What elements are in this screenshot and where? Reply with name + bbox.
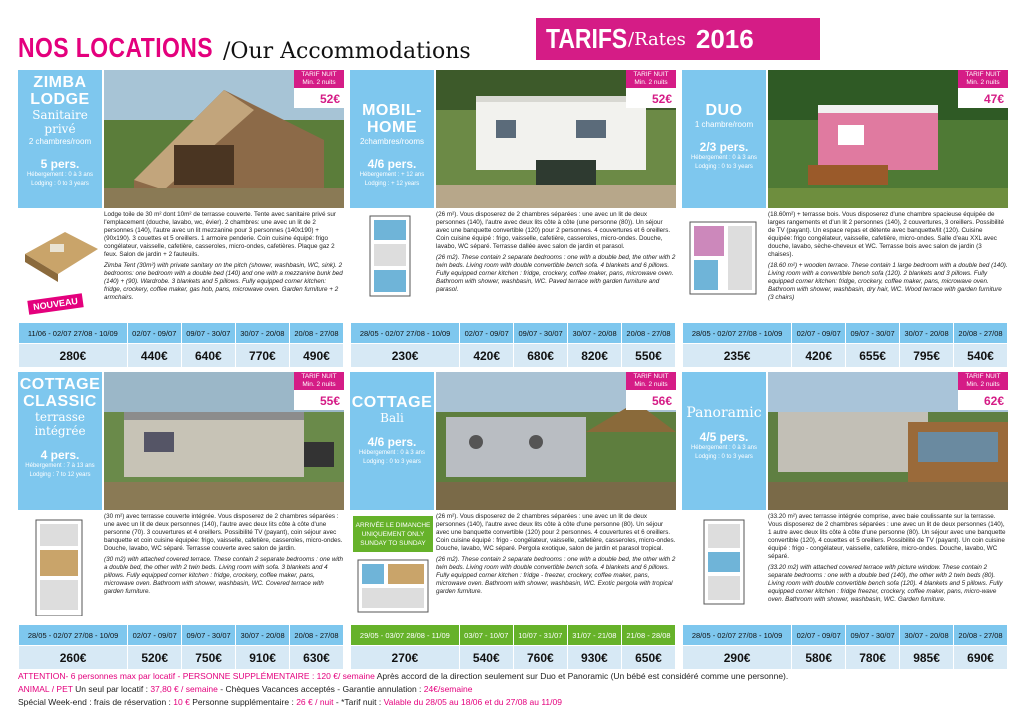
period: 20/08 - 27/08: [289, 323, 343, 344]
footer-fee: 10 €: [173, 697, 190, 707]
price: 440€: [127, 344, 181, 368]
price: 550€: [622, 344, 676, 368]
header: [18, 18, 471, 64]
card-pers: 4 pers.: [40, 448, 80, 462]
description-fr: (30 m²) avec terrasse couverte intégrée. Vous disposerez de 2 chambres séparées : une avec un lit de deux personnes (140), l'autre avec deux lits côte à côte d'une personne (70). 3 couvertures et 4 oreillers. Possibilité TV (payant), coin séjour avec banquette et coin cuisine équipée: frigo, vaisselle, cafetière, casseroles, micro-ondes. Douche, lavabo, WC séparé. Terrasse couverte avec salon de jardin.: [104, 513, 343, 552]
card-rooms: 1 chambre/room: [694, 120, 754, 129]
price-table: [350, 322, 676, 368]
card-heb: Hébergement : 0 à 3 ans: [26, 172, 94, 178]
card-pers: 4/6 pers.: [367, 435, 417, 449]
period: 02/07 - 09/07: [792, 323, 846, 344]
price: 680€: [514, 344, 568, 368]
description-fr: (33.20 m²) avec terrasse intégrée comprise, avec baie coulissante sur la terrasse. Vous disposerez de 2 chambres séparées : une avec un lit de deux personnes (140), 1 autre avec deux lits côte à côte d'une personne (80). Un séjour avec une banquette convertible (120), 4 couettes et 5 oreillers. Possibilité de TV (payant). Un coin cuisine équipé : frigo - congélateur, vaisselle, cafetière, micro-ondes. Douche, lavabo, WC séparé.: [768, 513, 1006, 560]
tarif-box: TARIF NUIT Min. 2 nuits 47€: [958, 70, 1008, 108]
footer-cheques: - Chèques Vacances acceptés - Garantie annulation :: [220, 684, 422, 694]
night-price: 47€: [983, 92, 1004, 106]
tarif-box: TARIF NUIT Min. 2 nuits 52€: [294, 70, 344, 108]
floor-plan: [20, 516, 100, 600]
card-name: Panoramic: [686, 405, 762, 421]
night-price: 62€: [983, 394, 1004, 408]
new-badge: NOUVEAU: [27, 293, 83, 315]
card-lodging: Lodging : 0 to 3 years: [695, 164, 753, 170]
card-duo: [682, 70, 1015, 370]
card-rooms: 2 chambres/room: [28, 137, 92, 146]
card-name-panel: [18, 372, 102, 510]
footer-night-rate: - *Tarif nuit :: [335, 697, 382, 707]
period: 20/08 - 27/08: [622, 323, 676, 344]
price: 985€: [900, 646, 954, 670]
description-en: (33.20 m2) with attached covered terrace with picture window. These contain 2 separate bedrooms : one with a double bed (140), the other with 2 twin beds (80). Living room with double convertible bench sofa (120). 4 blankets and 5 pillows. Fully equipped corner kitchen : fridge freezer, crockery, coffee maker, pans, micro-wave oven. Bathroom with shower, washbasin, WC. Garden furniture.: [768, 564, 1003, 603]
footer-line-3: [18, 696, 1018, 709]
card-name: COTTAGE CLASSIC: [19, 376, 101, 410]
card-name-panel: [350, 372, 434, 510]
footer-warning: ATTENTION- 6 personnes max par locatif - PERSONNE SUPPLÉMENTAIRE : 120 €/ semaine: [18, 671, 375, 681]
price: 580€: [792, 646, 846, 670]
card-zimba-lodge: [18, 70, 351, 370]
card-name-panel: [18, 70, 102, 208]
price: 650€: [621, 646, 675, 670]
card-lodging: Lodging : + 12 years: [364, 181, 420, 187]
period: 09/07 - 30/07: [514, 323, 568, 344]
footer-extra-person: Personne supplémentaire :: [192, 697, 294, 707]
night-price: 52€: [651, 92, 672, 106]
card-lodging: Lodging : 7 to 12 years: [29, 472, 91, 478]
period: 02/07 - 09/07: [792, 625, 846, 646]
tarif-box: TARIF NUIT Min. 2 nuits 55€: [294, 372, 344, 410]
card-heb: Hébergement : 7 à 13 ans: [25, 463, 95, 469]
price-table: [682, 624, 1008, 670]
floor-plan: [684, 516, 764, 600]
description: [436, 513, 676, 599]
price: 750€: [182, 646, 236, 670]
footer-notes: [18, 670, 1018, 709]
description-en: (30 m2) with attached covered terrace. These contain 2 separate bedrooms : one with a double bed, the other with 2 twin beds. Living room with sofa. 3 blankets and 4 pillows. Fully equipped corner kitchen : fridge, crockery, coffee maker, pans, microwave oven. Bathroom with shower, washbasin, WC. Covered terrace with garden furniture.: [104, 556, 344, 595]
price-table: [682, 322, 1008, 368]
period: 20/08 - 27/08: [290, 625, 344, 646]
period-first: 28/05 - 02/07 27/08 - 10/09: [683, 625, 792, 646]
footer-valid-dates: Valable du 28/05 au 18/06 et du 27/08 au 11/09: [383, 697, 562, 707]
sunday-arrival-badge: ARRIVÉE LE DIMANCHE UNIQUEMENT ONLY SUNDAY TO SUNDAY: [353, 516, 433, 552]
price: 910€: [236, 646, 290, 670]
period: 30/07 - 20/08: [236, 625, 290, 646]
floor-plan: [352, 556, 432, 616]
card-sub: Sanitaire privé: [32, 108, 88, 136]
price: 260€: [19, 646, 128, 670]
period: 09/07 - 30/07: [846, 625, 900, 646]
description: [768, 211, 1008, 305]
period-first: 11/06 - 02/07 27/08 - 10/09: [19, 323, 128, 344]
description: [768, 513, 1008, 607]
price: 540€: [459, 646, 513, 670]
card-pers: 4/5 pers.: [699, 430, 749, 444]
footer-cancel-price: 24€/semaine: [423, 684, 473, 694]
footer-weekend: Spécial Week-end : frais de réservation :: [18, 697, 171, 707]
card-lodging: Lodging : 0 to 3 years: [31, 181, 89, 187]
period: 02/07 - 09/07: [127, 323, 181, 344]
floor-plan: [20, 214, 100, 298]
period: 30/07 - 20/08: [235, 323, 289, 344]
price: 520€: [128, 646, 182, 670]
card-heb: Hébergement : 0 à 3 ans: [690, 155, 758, 161]
description-en: (26 m2). These contain 2 separate bedrooms : one with a double bed, the other with 2 twin beds. Living room with double convertible bench sofa. 4 blankets and 6 pillows. Fully equipped corner kitchen : fridge, crockery, coffee maker, pans, microwave oven. Bathroom with shower, washbasin, WC. Paved terrace with garden furniture and parasol.: [436, 254, 676, 293]
description-fr: (18.60m²) + terrasse bois. Vous disposerez d'une chambre spacieuse équipée de larges rangements et d'un lit 2 personnes (140), 2 couvertures, 3 oreillers. Possibilité de TV (payant). Un espace repas et détente avec banquette/lit (120). Cuisine équipée: frigo congélateur, vaisselle, cafetière, micro-ondes. Salle d'eau XXL avec douche, lavabo, sèche-cheveux et WC. Terrasse bois avec salon de jardin (3 chaises).: [768, 211, 1005, 258]
period-first: 28/05 - 02/07 27/08 - 10/09: [683, 323, 792, 344]
period: 30/07 - 20/08: [900, 323, 954, 344]
page-title: NOS LOCATIONS: [18, 32, 213, 63]
night-price: 52€: [319, 92, 340, 106]
price-table: [350, 624, 676, 670]
card-cottage-bali: [350, 372, 683, 672]
card-name: COTTAGE: [351, 394, 433, 411]
price: 280€: [19, 344, 128, 368]
description: [104, 513, 344, 599]
card-name: DUO: [705, 102, 743, 119]
period: 02/07 - 09/07: [460, 323, 514, 344]
card-pers: 2/3 pers.: [699, 140, 749, 154]
price: 795€: [900, 344, 954, 368]
period: 09/07 - 30/07: [182, 625, 236, 646]
card-cottage-classic: [18, 372, 351, 672]
price: 235€: [683, 344, 792, 368]
footer-pet-price: 37,80 € / semaine: [150, 684, 218, 694]
price: 420€: [460, 344, 514, 368]
card-lodging: Lodging : 0 to 3 years: [363, 459, 421, 465]
card-name-panel: [350, 70, 434, 208]
price-table: [18, 322, 344, 368]
tarif-box: TARIF NUIT Min. 2 nuits 52€: [626, 70, 676, 108]
price: 270€: [351, 646, 460, 670]
tarif-box: TARIF NUIT Min. 2 nuits 62€: [958, 372, 1008, 410]
price: 655€: [846, 344, 900, 368]
card-name-panel: [682, 70, 766, 208]
description-en: (26 m2). These contain 2 separate bedrooms : one with a double bed, the other with 2 twin beds. Living room with double convertible bench sofa. 4 blankets and 6 pillows. Fully equipped corner kitchen : fridge - freezer, crockery, coffee maker, pans, microwave oven. Bathroom with shower, washbasin, WC. Exotic pergola with tropical garden furniture.: [436, 556, 676, 595]
card-rooms: 2chambres/rooms: [359, 137, 425, 146]
footer-line-2: [18, 683, 1018, 696]
footer-pet-note: Un seul par locatif :: [75, 684, 148, 694]
card-pers: 5 pers.: [40, 157, 80, 171]
card-heb: Hébergement : + 12 ans: [359, 172, 425, 178]
floor-plan: [684, 214, 764, 298]
period: 30/07 - 20/08: [900, 625, 954, 646]
price: 290€: [683, 646, 792, 670]
footer-line-1: [18, 670, 1018, 683]
period-first: 28/05 - 02/07 27/08 - 10/09: [19, 625, 128, 646]
card-lodging: Lodging : 0 to 3 years: [695, 454, 753, 460]
price-table: [18, 624, 344, 670]
price: 690€: [954, 646, 1008, 670]
description-fr: (26 m²). Vous disposerez de 2 chambres séparées : une avec un lit de deux personnes (140), l'autre avec deux lits côte à côte d'une personne (80). Un séjour avec une banquette convertible (120) pour 2 personnes. 4 couvertures et 6 oreillers. Coin cuisine équipé : frigo - congélateur, vaisselle, cafetière, casseroles, micro-ondes. Douche, lavabo, WC séparé. Pergola exotique, salon de jardin et parasol tropical.: [436, 513, 676, 552]
period-first: 29/05 - 03/07 28/08 - 11/09: [351, 625, 460, 646]
price: 930€: [567, 646, 621, 670]
card-heb: Hébergement : 0 à 3 ans: [358, 450, 426, 456]
period: 03/07 - 10/07: [459, 625, 513, 646]
floor-plan: [352, 214, 432, 298]
rates-year: 2016: [695, 23, 754, 54]
footer-pet-label: ANIMAL / PET: [18, 684, 73, 694]
description-fr: Lodge toile de 30 m² dont 10m² de terrasse couverte. Tente avec sanitaire privé sur l'emplacement (douche, lavabo, wc, évier). 2 chambres: une avec un lit de 2 personnes (140), l'autre avec un lit mezzanine pour 3 personnes (140x190) + (90x190). 3 couettes et 5 oreillers. 1 armoire penderie. Coin cuisine équipé: frigo congélateur, vaisselle, cafetière, casseroles, micro-ondes, cafetières. Plaque gaz 2 feux. Salon de jardin + 2 fauteuils.: [104, 211, 336, 258]
card-mobil-home: [350, 70, 683, 370]
price: 420€: [792, 344, 846, 368]
night-price: 55€: [319, 394, 340, 408]
footer-extra-price: 26 € / nuit: [296, 697, 334, 707]
description: [436, 211, 676, 297]
price: 230€: [351, 344, 460, 368]
period-first: 28/05 - 02/07 27/08 - 10/09: [351, 323, 460, 344]
description-fr: (26 m²). Vous disposerez de 2 chambres séparées : une avec un lit de deux personnes (140), l'autre avec deux lits côte à côte (une personne (80)). Un séjour avec une banquette convertible (120) pour 2 personnes. 4 couvertures et 6 oreillers. Coin cuisine équipé : frigo, vaisselle, cafetière, casseroles, micro-ondes. Douche, lavabo, WC séparé. Terrasse dallée avec salon de jardin et parasol.: [436, 211, 671, 250]
period: 21/08 - 28/08: [621, 625, 675, 646]
card-name: MOBIL-HOME: [362, 102, 422, 136]
price: 770€: [235, 344, 289, 368]
description: [104, 211, 344, 305]
price: 760€: [513, 646, 567, 670]
tarif-box: TARIF NUIT Min. 2 nuits 56€: [626, 372, 676, 410]
rates-banner: [536, 18, 820, 60]
rates-title: TARIFS: [546, 23, 628, 54]
period: 30/07 - 20/08: [568, 323, 622, 344]
footer-note: Après accord de la direction seulement sur Duo et Panoramic (Un bébé est considéré comme une personne).: [376, 671, 789, 681]
rates-subtitle: /Rates: [628, 28, 686, 50]
card-heb: Hébergement : 0 à 3 ans: [690, 445, 758, 451]
price: 490€: [289, 344, 343, 368]
description-en: Zimba Tent (30m²) with private sanitary on the pitch (shower, washbasin, WC, sink). 2 bedrooms: one bedroom with a double bed (140) and one with a mezzanine bunk bed (140) + (90). Wardrobe. 3 blankets and 5 pillows. Fully equipped corner kitchen: fridge, crockery, coffee maker, gas hob, pans, microwave oven. Garden furniture + 2 armchairs.: [104, 262, 343, 301]
page-subtitle: /Our Accommodations: [223, 39, 471, 64]
price: 640€: [181, 344, 235, 368]
description-en: (18.60 m²) + wooden terrace. These contain 1 large bedroom with a double bed (140). Living room with a convertible bench sofa (120). 2 blankets and 3 pillows. Fully equipped corner kitchen: fridge, crockery, coffee maker, pans, microwave oven. Bathroom with shower, washbasin, dry hair, WC. Wood terrace with garden furniture (3 chairs): [768, 262, 1008, 301]
night-price: 56€: [651, 394, 672, 408]
period: 09/07 - 30/07: [181, 323, 235, 344]
period: 09/07 - 30/07: [846, 323, 900, 344]
card-pers: 4/6 pers.: [367, 157, 417, 171]
price: 820€: [568, 344, 622, 368]
period: 02/07 - 09/07: [128, 625, 182, 646]
card-panoramic: [682, 372, 1015, 672]
price: 540€: [954, 344, 1008, 368]
period: 10/07 - 31/07: [513, 625, 567, 646]
card-sub: Bali: [380, 411, 404, 425]
period: 20/08 - 27/08: [954, 323, 1008, 344]
price: 630€: [290, 646, 344, 670]
card-sub: terrasse intégrée: [34, 410, 86, 438]
card-name: ZIMBA LODGE: [30, 74, 90, 108]
price: 780€: [846, 646, 900, 670]
card-name-panel: [682, 372, 766, 510]
period: 20/08 - 27/08: [954, 625, 1008, 646]
period: 31/07 - 21/08: [567, 625, 621, 646]
